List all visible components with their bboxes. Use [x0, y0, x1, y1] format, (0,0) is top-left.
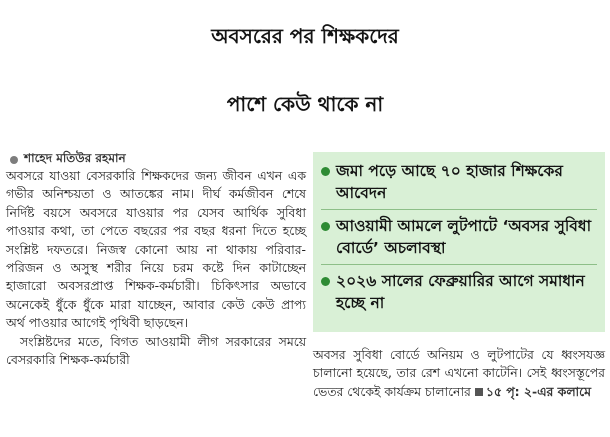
highlight-text: আওয়ামী আমলে লুটপাটে ‘অবসর সুবিধা বোর্ডে’ অচলাবস্থা [336, 217, 592, 257]
article-paragraph-2: সংশ্লিষ্টদের মতে, বিগত আওয়ামী লীগ সরকারের সময়ে বেসরকারি শিক্ষক-কর্মচারী [6, 333, 306, 368]
byline-author: শাহেদ মতিউর রহমান [24, 151, 126, 165]
continuation-note[interactable] [475, 384, 591, 399]
headline-line-2: পাশে কেউ থাকে না [226, 92, 384, 116]
highlights-box [313, 152, 605, 332]
highlight-item [321, 160, 597, 210]
article-paragraph-1: অবসরে যাওয়া বেসরকারি শিক্ষকদের জন্য জীবন এখন এক গভীর অনিশ্চয়তা ও আতঙ্কের নাম। দীর্ঘ কর্মজীবন শেষে নির্দিষ্ট বয়সে অবসরে যাওয়ার পর যেসব আর্থিক সুবিধা পাওয়ার কথা, তা পেতে বছরের পর বছর ধরনা দিতে হচ্ছে সংশ্লিষ্ট দফতরে। নিজস্ব কোনো আয় না থাকায় পরিবার-পরিজন ও অসুস্থ শরীর নিয়ে চরম কষ্টে দিন কাটাচ্ছেন হাজারো অবসরপ্রাপ্ত শিক্ষক-কর্মচারী। চিকিৎসার অভাবে অনেকেই ধুঁকে ধুঁকে মারা যাচ্ছেন, আবার কেউ কেউ প্রাপ্য অর্থ পাওয়ার আগেই পৃথিবী ছাড়ছেন। [6, 168, 306, 331]
headline [0, 2, 610, 138]
article-paragraph-right: অবসর সুবিধা বোর্ডে অনিয়ম ও লুটপাটের যে ধ্বংসযজ্ঞ চালানো হয়েছে, তার রেশ এখনো কাটেনি। সেই ধ্বংসস্তূপের ভেতর থেকেই কার্যক্রম চালানোর [313, 347, 605, 399]
highlight-text: জমা পড়ে আছে ৭০ হাজার শিক্ষকের আবেদন [336, 162, 563, 202]
highlight-item [321, 215, 597, 265]
bullet-icon [321, 277, 330, 286]
highlight-item [321, 270, 597, 319]
article-body-left [6, 167, 306, 369]
square-icon [475, 388, 483, 396]
highlight-text: ২০২৬ সালের ফেব্রুয়ারির আগে সমাধান হচ্ছে না [336, 272, 585, 312]
dot-icon [10, 156, 18, 164]
bullet-icon [321, 167, 330, 176]
article-body-right [313, 346, 605, 401]
continuation-text: ১৫ পৃ: ২-এর কলামে [485, 383, 592, 399]
bullet-icon [321, 222, 330, 231]
headline-line-1: অবসরের পর শিক্ষকদের [211, 24, 399, 48]
